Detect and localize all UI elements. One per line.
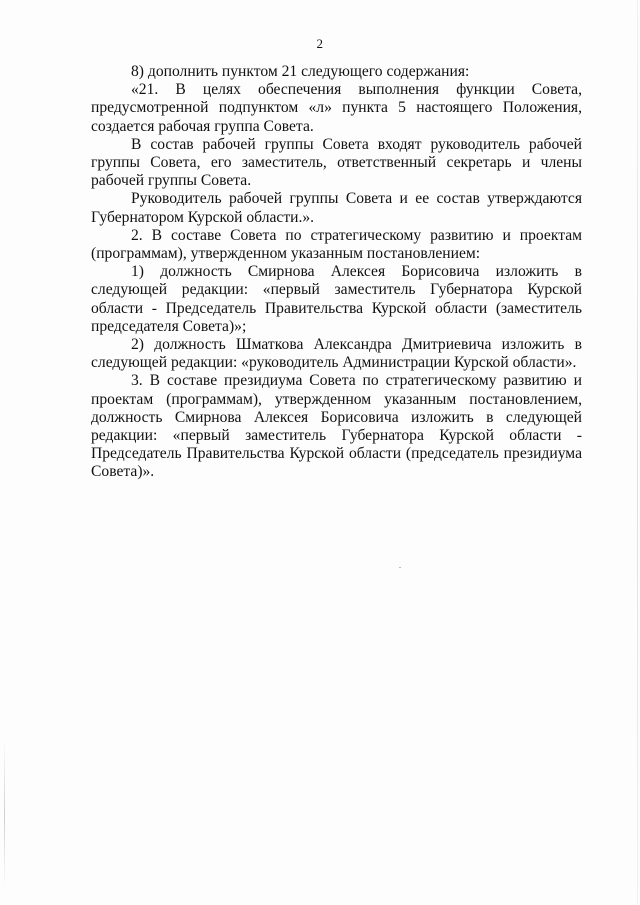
paragraph-council-composition: 2. В составе Совета по стратегическому развитию и проектам (программам), утвержденном указанным постановлением: xyxy=(91,226,582,263)
paragraph-working-group-composition: В состав рабочей группы Совета входят руководитель рабочей группы Совета, его заместитель, ответственный секретарь и члены рабочей группы Совета. xyxy=(91,135,582,190)
paragraph-item-8-intro: 8) дополнить пунктом 21 следующего содержания: xyxy=(131,63,470,80)
scan-edge-left xyxy=(4,740,5,890)
page-number: 2 xyxy=(316,36,324,51)
scan-speck xyxy=(399,567,401,568)
paragraph-point-21: «21. В целях обеспечения выполнения функции Совета, предусмотренной подпунктом «л» пункта 5 настоящего Положения, создается рабочая группа Совета. xyxy=(91,81,582,135)
paragraph-smirnov-position: 1) должность Смирнова Алексея Борисовича изложить в следующей редакции: «первый заместитель Губернатора Курской области - Председатель Правительства Курской области (заместитель председателя Совета)»; xyxy=(91,263,582,335)
paragraph-working-group-approval: Руководитель рабочей группы Совета и ее состав утверждаются Губернатором Курской области.». xyxy=(91,190,582,226)
paragraph-presidium-composition: 3. В составе президиума Совета по стратегическому развитию и проектам (программам), утвержденном указанным постановлением, должность Смирнова Алексея Борисовича изложить в следующей редакции: «первый заместитель Губернатора Курской области - Председатель Правительства Курской области (председатель президиума Совета)». xyxy=(91,372,582,481)
document-body xyxy=(91,63,582,482)
paragraph-shmatkov-position: 2) должность Шматкова Александра Дмитриевича изложить в следующей редакции: «руководитель Администрации Курской области». xyxy=(91,336,582,372)
scan-edge-right xyxy=(637,0,638,905)
